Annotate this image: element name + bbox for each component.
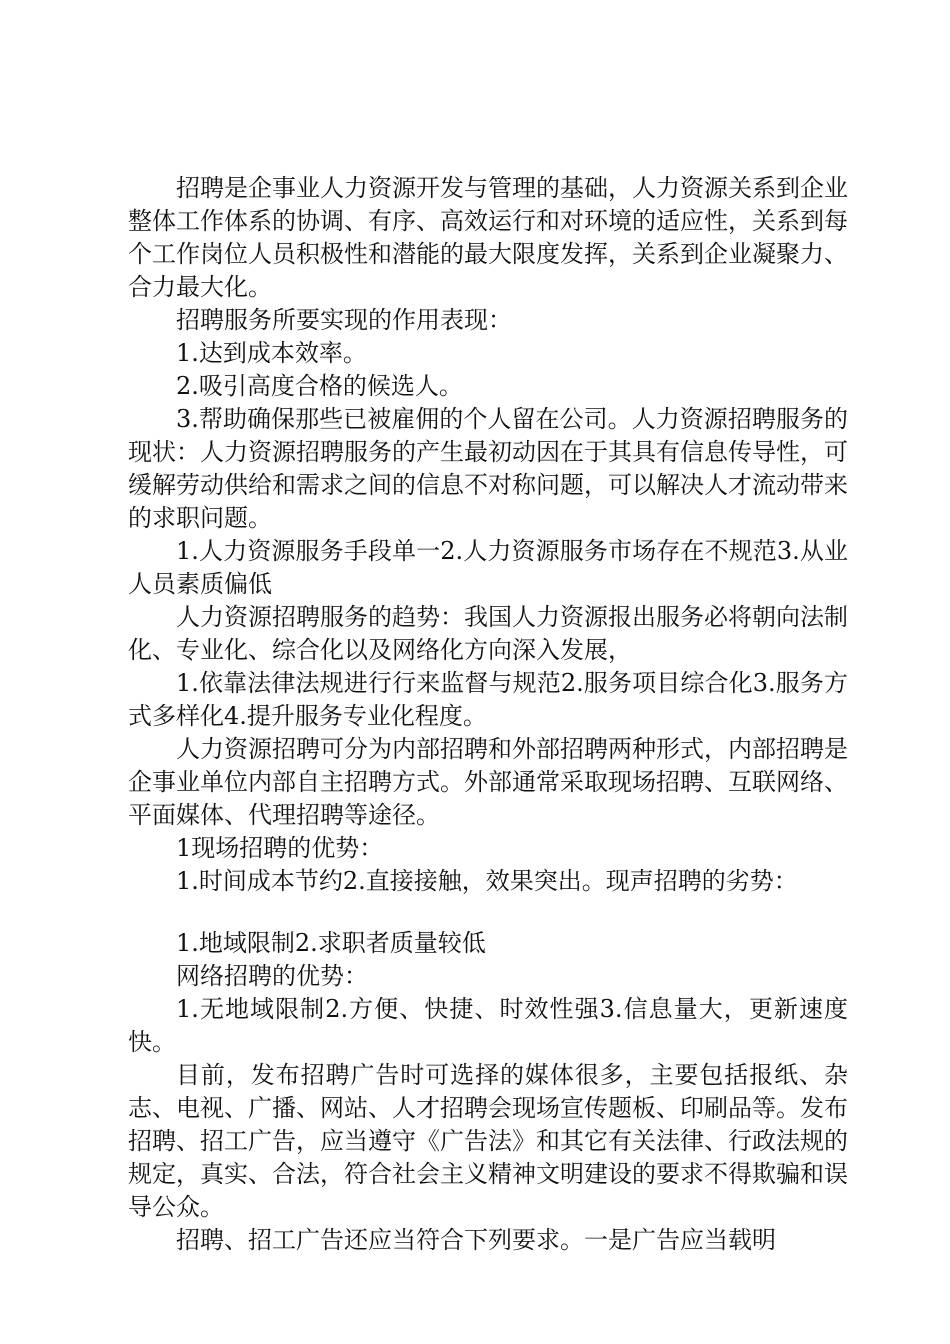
paragraph-trends: 人力资源招聘服务的趋势：我国人力资源报出服务必将朝向法制化、专业化、综合化以及网络化方向深入发展， (128, 603, 848, 664)
paragraph-onsite-advantages-heading: 1现场招聘的优势： (176, 834, 384, 862)
paragraph-onsite-advantages: 1.时间成本节约2.直接接触，效果突出。现声招聘的劣势： (176, 867, 798, 895)
paragraph-online-advantages-heading: 网络招聘的优势： (176, 962, 368, 990)
paragraph-advertising-media: 目前，发布招聘广告时可选择的媒体很多，主要包括报纸、杂志、电视、广播、网站、人才招聘会现场宣传题板、印刷品等。发布招聘、招工广告，应当遵守《广告法》和其它有关法律、行政法规的规定，真实、合法，符合社会主义精神文明建设的要求不得欺骗和误导公众。 (128, 1061, 848, 1221)
paragraph-trend-measures: 1.依靠法律法规进行行来监督与规范2.服务项目综合化3.服务方式多样化4.提升服务专业化程度。 (128, 669, 848, 730)
paragraph-recruitment-basis: 招聘是企事业人力资源开发与管理的基础，人力资源关系到企业整体工作体系的协调、有序、高效运行和对环境的适应性，关系到每个工作岗位人员积极性和潜能的最大限度发挥，关系到企业凝聚力、合力最大化。 (128, 174, 848, 301)
paragraph-item-retention-status: 3.帮助确保那些已被雇佣的个人留在公司。人力资源招聘服务的现状：人力资源招聘服务的产生最初动因在于其具有信息传导性，可缓解劳动供给和需求之间的信息不对称问题，可以解决人才流动带来的求职问题。 (128, 405, 848, 532)
document-page (128, 172, 848, 1257)
paragraph-advertising-requirements: 招聘、招工广告还应当符合下列要求。一是广告应当载明 (176, 1226, 776, 1254)
paragraph-recruitment-types: 人力资源招聘可分为内部招聘和外部招聘两种形式，内部招聘是企事业单位内部自主招聘方式。外部通常采取现场招聘、互联网络、平面媒体、代理招聘等途径。 (128, 735, 848, 829)
paragraph-onsite-disadvantages: 1.地域限制2.求职者质量较低 (176, 929, 486, 957)
paragraph-spacing (128, 898, 848, 927)
paragraph-service-role-heading: 招聘服务所要实现的作用表现： (176, 306, 512, 334)
paragraph-item-attract-candidates: 2.吸引高度合格的候选人。 (176, 372, 463, 400)
paragraph-item-cost-efficiency: 1.达到成本效率。 (176, 339, 367, 367)
paragraph-current-problems: 1.人力资源服务手段单一2.人力资源服务市场存在不规范3.从业人员素质偏低 (128, 537, 848, 598)
paragraph-online-advantages: 1.无地域限制2.方便、快捷、时效性强3.信息量大，更新速度快。 (128, 995, 848, 1056)
